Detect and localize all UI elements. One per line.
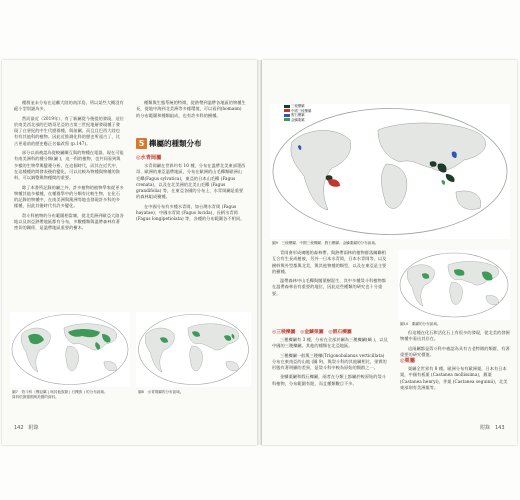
map2-caption: 圖8 水青岡屬的分布區域。 (138, 390, 184, 394)
right-column-1-top (272, 250, 390, 320)
paragraph: 青岡會形成廣闊的森林帶，與熱帶雨林的植物群落關聯相互合有生長成植被，另外一日本水青岡，日本水青岡等，以及樹幹與外型都與北美，與其他物種的類型，以及在東亞是主要的樹種。 (272, 250, 387, 274)
paragraph: 栗屬全世界有 8 種。歐洲分布有歐洲栗，日本有日本栗，中國有板栗 (Castanea mollissima)，錐栗 (Castanea henryi)，茅栗 (Castanea seguinii)，北美東部則有美洲栗等。 (400, 366, 508, 390)
left-column-1 (14, 100, 124, 330)
right-page (262, 60, 517, 445)
paragraph: 部分以前被認為從較屬關互與的物種在電器，現在可能有南美洲科的種分類(屬 )，這一科的植物，也共同看到與多樣的生物學與變遷分析，在這個時代，而其在近代中，在這種種的間發表後的變化，可以比較為物種與物種的資料，可以調整與物種間的重要。 (14, 150, 124, 181)
paragraph: 三稜櫟屬一般與三稜櫟(Trigonobalanus verticillata) 分布在東南亞的山地 (圖 9)，與殼斗科的其他屬相比，果實的形態有著明顯的差異，是殼斗科中較為原始的類群之一。 (272, 352, 387, 371)
legend-label: 中國三稜櫟屬 (291, 108, 312, 113)
map3-legend (284, 104, 364, 122)
section-heading (136, 138, 202, 149)
legend-label: 假石櫟屬 (291, 113, 305, 118)
subsection-title-castanea: ◎栗屬 (400, 358, 415, 364)
paragraph: 這兩屬都是殼斗科中被認為具有古老特徵的類群，有著重要的研究價值。 (400, 345, 510, 357)
map-svg (10, 312, 130, 387)
paragraph: 除了本書所記錄的屬之外，許多植物的植物學家從更多物種其他多樣種，在種群學中的分類有比較生物，在化石的記錄的物種中，在南美洲與澳洲等地也發現許多科的多樣種，因此其後時代有許多變化。 (14, 184, 124, 209)
paragraph: 溫帶森林中山毛櫸與闊葉樹混生，其中多種殼斗科植物都在溫帶森林佔有重要的地位，因此這些種類的研究也十分重要。 (272, 278, 386, 296)
legend-swatch (284, 105, 290, 108)
legend-label: 金鱗栗屬 (291, 117, 305, 122)
map1-caption (12, 390, 132, 400)
paragraph: 在中國分布有多種水青岡，如台灣水青岡 (Fagus hayatae)、中國水青岡 (Fagus lucida)、長柄水青岡 (Fagus longipetiolata) 等，各種的分布範圍各不相同。 (136, 203, 245, 222)
legend-swatch (284, 114, 290, 117)
paragraph: 種群並未分布在這離大陸的南洋島，所以某些大概沒有絕小型別謎為多。 (14, 100, 124, 112)
map-svg (398, 250, 510, 320)
subsection-heading: ◎三稜櫟屬 ◎金鱗栗屬 ◎假石櫟屬 (272, 330, 352, 335)
left-page (2, 60, 257, 445)
legend-swatch (284, 118, 290, 121)
map3-caption: 圖9 三稜櫟屬、中國三稜櫟屬、假石櫟屬、金鱗栗屬的分布區域。 (272, 241, 379, 245)
legend-swatch (284, 109, 290, 112)
caption-line: 資料依據德國與美國的資料。 (12, 395, 59, 399)
legend-item (284, 118, 364, 123)
caption-line: 圖7 殼斗科（櫟亞屬 | 與其他族類 | 石櫟族 ) 的分布區域。 (12, 390, 108, 394)
right-column-2-body (400, 366, 510, 418)
paragraph: 三稜櫟屬有 3 種，分布在全部於屬為三稜櫟屬(綱 )，以及中國的三稜櫟屬，其他的種類在北亞地區。 (272, 337, 388, 349)
section-title: 櫸屬的種類分布 (149, 139, 202, 148)
page-number-left: 142 附錄 (14, 425, 39, 431)
map4-caption: 圖10 栗屬的分布區域。 (400, 322, 441, 326)
paragraph: 種類與生態系統的特徵，從熱帶到溫帶各地區的物種生長，從地中海到北美洲等多樣環境，可以看到(homann) 的分布範圍和種類組成，也有許多科的樹種。 (136, 100, 246, 118)
legend-label: 三稜櫟屬 (291, 104, 305, 108)
paragraph: 然而最近（2019年），有了新屬從今後提的發現，這位於南美西北部的巴塔哥尼亞的古第三世紀地層發現種子發現了白堊紀的中生代歷群種，與前屬，而且且巴西大陸也有有其他科的植物。因此近推測化科的歷史所遠古了，比古更遠前的歷史應正名偏改寫 (p.147)。 (14, 115, 124, 146)
world-map-trigonobalanus (270, 104, 510, 239)
world-map-castanea (398, 250, 510, 320)
section-number: 5 (136, 138, 147, 149)
left-column-2-body (136, 163, 246, 333)
world-map-fagaceae (10, 312, 130, 387)
world-map-fagus (136, 312, 251, 387)
map-svg (136, 312, 251, 387)
paragraph: 水青岡屬在世界約有 10 種，分布在溫帶北美東部墨西哥、歐洲的東亞溫帶地區，分布在歐洲的山毛櫸類歐洲山毛櫸(Fagus sylvatica)，東亞的日本山毛櫸 (Fagus crenata)，以及在北美洲的北美山毛櫸 (Fagus grandifolia) 等，在東亞各國的分布上，水青岡屬是重要的森林組成樹種。 (136, 163, 246, 200)
paragraph: 殼斗科植物的分布範圍相當廣，從北美洲到歐亞大陸各地以及南亞熱帶地區都有分布，多數種類與溫帶森林有著密切的關係，是溫帶地區重要的樹木。 (14, 212, 124, 231)
page-number-right: 附錄 143 (480, 425, 505, 431)
right-column-1-mid (272, 337, 390, 417)
subsection-title: ◎水青岡屬 (136, 155, 162, 161)
paragraph: 金鱗栗屬和假石櫟屬，兩者在分類上都屬於較原始的殼斗科植物，分布範圍有限，而且種類數目不多。 (272, 374, 386, 386)
left-column-2-top (136, 100, 246, 130)
map-svg (270, 104, 510, 239)
paragraph: 但這種在化石和活化石上有很多的發現，從北美的發掘物種中看出其存在。 (400, 330, 510, 342)
right-column-2-mid (400, 330, 510, 357)
